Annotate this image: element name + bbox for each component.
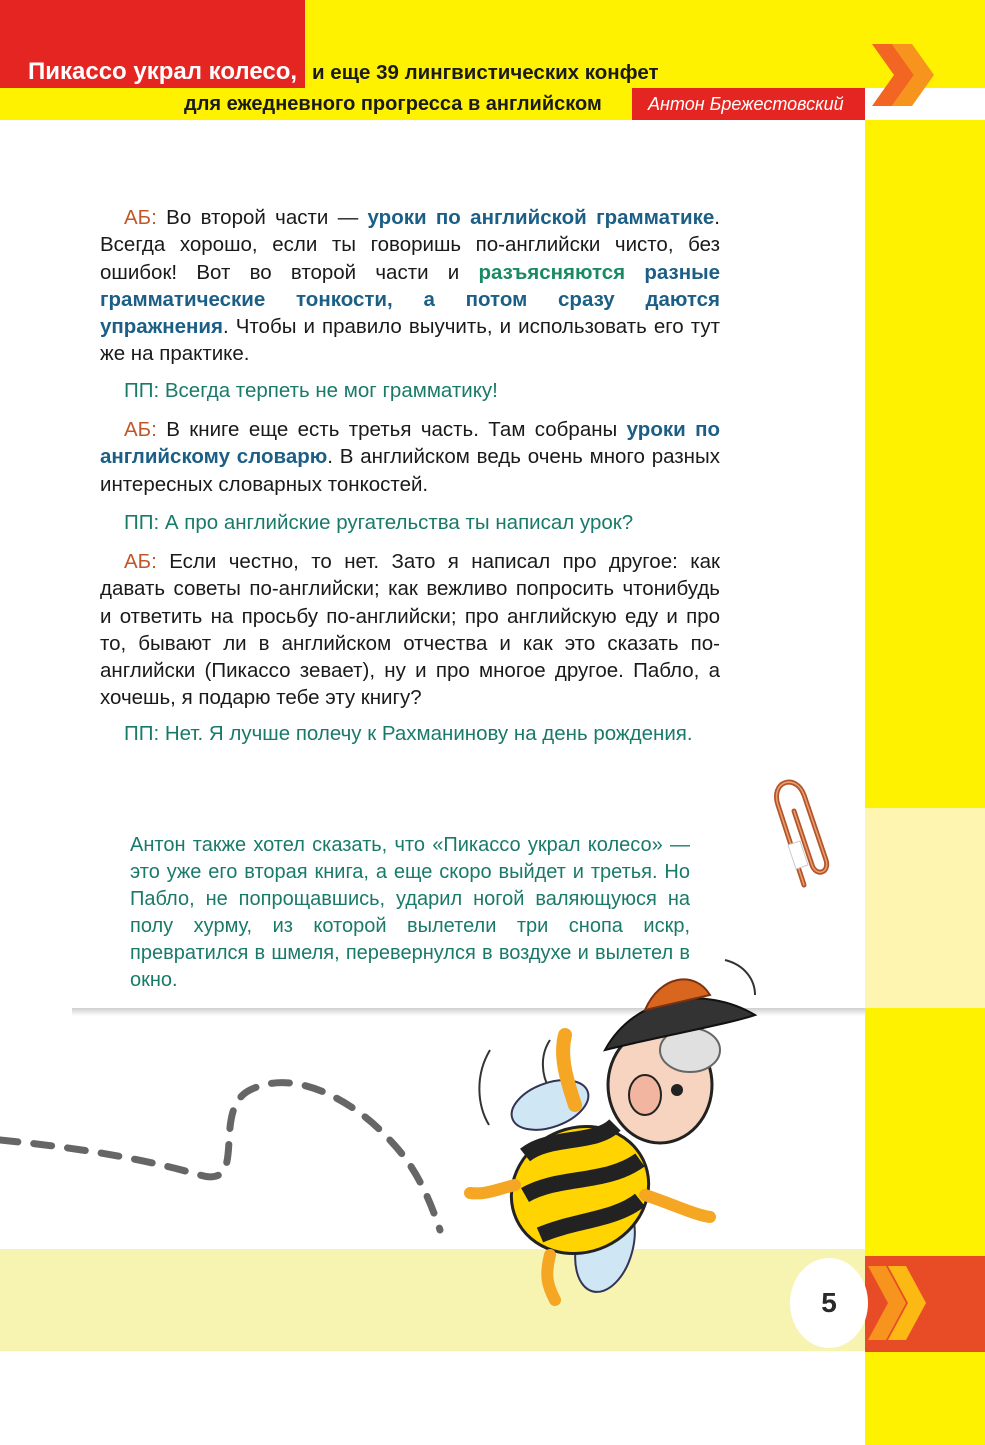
speaker-label: АБ:	[124, 550, 157, 573]
text-run: В книге еще есть третья часть. Там собраны	[156, 418, 627, 441]
speaker-label: ПП:	[124, 511, 160, 534]
right-pale-panel	[865, 808, 985, 1008]
chevron-arrows-bottom-icon	[866, 1262, 930, 1344]
text-run: . Чтобы и правило выучить, и использовать его тут же на практике.	[100, 315, 720, 366]
book-subtitle: для ежедневного прогресса в английском	[184, 93, 602, 115]
book-title-rest: и еще 39 лингвистических конфет	[312, 61, 659, 84]
text-run: Во второй части —	[156, 206, 368, 229]
highlight-grammar-lessons: уроки по английской грамматике	[367, 206, 715, 229]
speaker-label: АБ:	[124, 206, 157, 229]
bumblebee-picasso-illustration	[455, 955, 785, 1345]
page-number: 5	[821, 1287, 837, 1318]
author-name: Антон Брежестовский	[648, 94, 844, 114]
dialogue-paragraph-5	[100, 548, 720, 712]
speaker-label: ПП:	[124, 379, 160, 402]
dialogue-paragraph-1	[100, 204, 720, 368]
chevron-arrows-icon	[870, 40, 940, 110]
speaker-label: ПП:	[124, 722, 160, 745]
right-yellow-column	[865, 120, 985, 1445]
dialogue-paragraph-6	[100, 720, 720, 747]
flight-path-dashes	[0, 1060, 500, 1250]
dialogue-paragraph-2	[100, 377, 720, 404]
dialogue-paragraph-4	[100, 509, 720, 536]
speaker-label: АБ:	[124, 418, 157, 441]
text-run: А про английские ругательства ты написал урок?	[159, 511, 634, 534]
header-divider	[0, 120, 865, 125]
paperclip-icon	[760, 745, 850, 895]
highlight-grammar-subtleties: разные грамматические тонкости, а потом сразу даются упражнения	[100, 260, 720, 339]
highlight-explained: разъясняются	[478, 260, 626, 284]
book-title-main: Пикассо украл колесо,	[28, 58, 298, 85]
text-run: . Всегда хорошо, если ты говоришь по-английски чисто, без ошибок! Вот во второй части и	[100, 206, 720, 284]
text-run: Всегда терпеть не мог грамматику!	[159, 379, 498, 402]
text-run: Нет. Я лучше полечу к Рахманинову на день рождения.	[159, 722, 693, 745]
text-run	[625, 261, 644, 284]
narration-paragraph: Антон также хотел сказать, что «Пикассо украл колесо» — это уже его вторая книга, а еще скоро выйдет и третья. Но Пабло, не попрощавшись, ударил ногой валяющуюся на полу хурму, из которой вылетели три снопа искр, превратился в шмеля, перевернулся в воздухе и вылетел в окно.	[130, 834, 690, 991]
dialogue-paragraph-3	[100, 416, 720, 498]
text-run: . В английском ведь очень много разных интересных словарных тонкостей.	[100, 445, 720, 496]
highlight-vocabulary-lessons: уроки по английскому словарю	[100, 418, 721, 469]
text-run: Если честно, то нет. Зато я написал про другое: как давать советы по-английски; как вежливо попросить чтонибудь и ответить на просьбу по-английски; про английскую еду и про то, бывают ли в английском отчества и как это сказать по-английски (Пикассо зевает), ну и про многое другое. Пабло, а хочешь, я подарю тебе эту книгу?	[100, 550, 720, 710]
